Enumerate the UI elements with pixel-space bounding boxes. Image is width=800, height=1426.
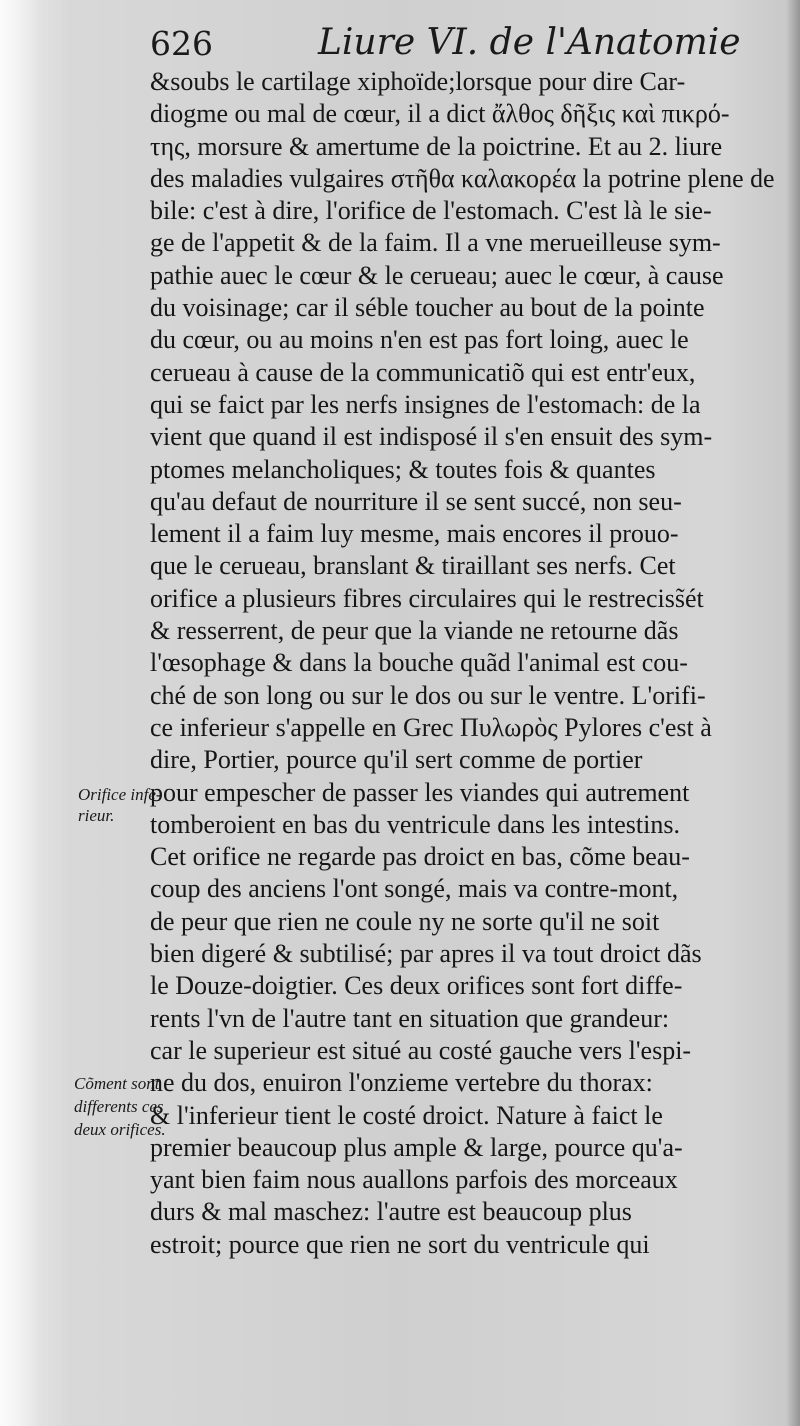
margin-note-line: deux orifices. (74, 1120, 166, 1139)
text-line: le Douze-doigtier. Ces deux orifices sont fort diffe- (150, 971, 683, 1001)
body-text (150, 66, 775, 1261)
text-line: & resserrent, de peur que la viande ne retourne dãs (150, 616, 679, 646)
text-line: qu'au defaut de nourriture il se sent succé, non seu- (150, 486, 682, 516)
text-line: orifice a plusieurs fibres circulaires qui le restreciss̃ét (150, 583, 704, 613)
text-line: qui se faict par les nerfs insignes de l'estomach: de la (150, 389, 701, 419)
text-line: ne du dos, enuiron l'onzieme vertebre du thorax: (150, 1068, 653, 1098)
text-line: & l'inferieur tient le costé droict. Nature à faict le (150, 1100, 663, 1130)
text-line: cerueau à cause de la communicatiõ qui est entr'eux, (150, 357, 696, 387)
text-line: ché de son long ou sur le dos ou sur le ventre. L'orifi- (150, 680, 706, 710)
text-line: du cœur, ou au moins n'en est pas fort loing, auec le (150, 325, 689, 355)
text-line: ge de l'appetit & de la faim. Il a vne merueilleuse sym- (150, 228, 721, 258)
text-line: diogme ou mal de cœur, il a dict ἄλθος δῆξις καὶ πικρό- (150, 99, 730, 129)
text-line: pathie auec le cœur & le cerueau; auec le cœur, à cause (150, 260, 724, 290)
margin-note-line: rieur. (78, 806, 115, 825)
text-line: du voisinage; car il séble toucher au bout de la pointe (150, 293, 705, 323)
text-line: premier beaucoup plus ample & large, pource qu'a- (150, 1132, 683, 1162)
text-line: yant bien faim nous auallons parfois des morceaux (150, 1165, 678, 1195)
text-line: des maladies vulgaires στῆθα καλακορέα la potrine plene de (150, 163, 775, 193)
text-line: dire, Portier, pource qu'il sert comme de portier (150, 745, 643, 775)
text-line: pour empescher de passer les viandes qui autrement (150, 777, 690, 807)
margin-note-differents-orifices (74, 1072, 166, 1141)
text-line: bile: c'est à dire, l'orifice de l'estomach. C'est là le sie- (150, 196, 712, 226)
text-line: ptomes melancholiques; & toutes fois & quantes (150, 454, 656, 484)
text-line: tomberoient en bas du ventricule dans les intestins. (150, 809, 680, 839)
page-edge-shadow (786, 0, 800, 1426)
text-line: ce inferieur s'appelle en Grec Πυλωρὸς Pylores c'est à (150, 712, 712, 742)
running-head: Liure VI. de l'Anatomie (318, 22, 741, 63)
text-line: l'œsophage & dans la bouche quãd l'animal est cou- (150, 648, 688, 678)
page-number: 626 (150, 24, 213, 63)
page-header (150, 20, 741, 70)
page-gutter-shading (0, 0, 70, 1426)
text-line: lement il a faim luy mesme, mais encores il prouo- (150, 519, 679, 549)
margin-note-orifice-inferieur (78, 784, 162, 826)
margin-note-line: differents ces (74, 1097, 164, 1116)
text-line: estroit; pource que rien ne sort du ventricule qui (150, 1229, 650, 1259)
text-line: que le cerueau, branslant & tiraillant ses nerfs. Cet (150, 551, 676, 581)
text-line: de peur que rien ne coule ny ne sorte qu'il ne soit (150, 906, 660, 936)
text-line: &soubs le cartilage xiphoïde;lorsque pour dire Car- (150, 67, 686, 96)
text-line: car le superieur est situé au costé gauche vers l'espi- (150, 1035, 692, 1065)
text-line: bien digeré & subtilisé; par apres il va tout droict dãs (150, 939, 702, 969)
text-line: Cet orifice ne regarde pas droict en bas, cõme beau- (150, 842, 690, 872)
margin-note-line: Cõment sont (74, 1074, 160, 1093)
margin-note-line: Orifice infe- (78, 785, 162, 804)
text-line: durs & mal maschez: l'autre est beaucoup plus (150, 1197, 632, 1227)
text-line: coup des anciens l'ont songé, mais va contre-mont, (150, 874, 679, 904)
text-line: της, morsure & amertume de la poictrine. Et au 2. liure (150, 131, 723, 161)
text-line: rents l'vn de l'autre tant en situation que grandeur: (150, 1003, 670, 1033)
text-line: vient que quand il est indisposé il s'en ensuit des sym- (150, 422, 713, 452)
